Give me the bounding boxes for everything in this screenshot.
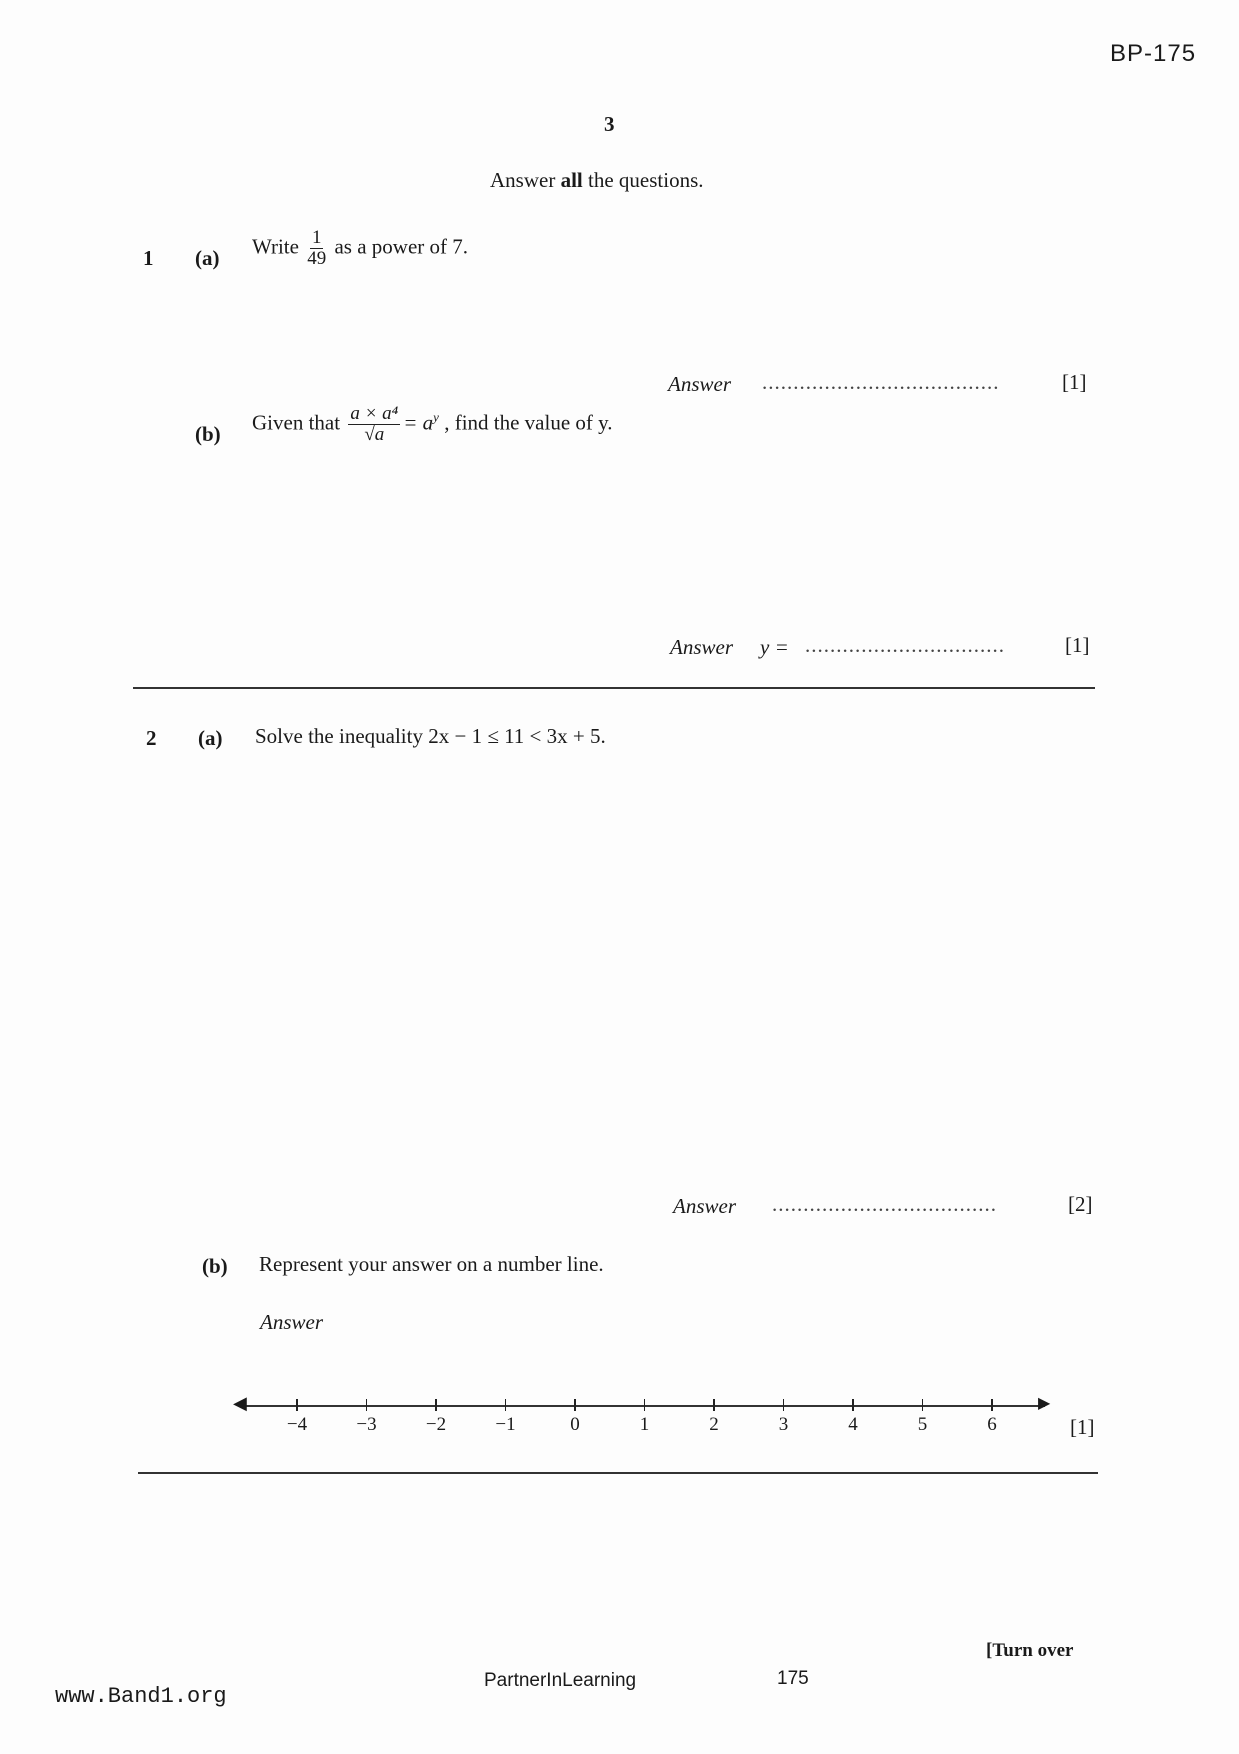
divider xyxy=(138,1472,1098,1474)
denominator: 49 xyxy=(307,247,327,269)
question-number: 2 xyxy=(146,726,157,750)
answer-variable: y = xyxy=(760,635,789,659)
site-watermark: www.Band1.org xyxy=(55,1684,227,1709)
question-text: Represent your answer on a number line. xyxy=(259,1252,604,1276)
number-line-tick xyxy=(991,1399,993,1411)
fraction xyxy=(348,404,400,445)
number-line-tick-label: 5 xyxy=(917,1414,928,1435)
number-line-tick xyxy=(713,1399,715,1411)
number-line-tick xyxy=(922,1399,924,1411)
question-text xyxy=(252,228,468,269)
answer-field[interactable]: ...................................... xyxy=(762,370,1000,394)
marks: [2] xyxy=(1068,1192,1093,1216)
marks: [1] xyxy=(1070,1415,1095,1439)
text: as a power of 7. xyxy=(334,234,469,259)
question-number: 1 xyxy=(143,246,154,270)
answer-label: Answer xyxy=(668,372,731,396)
instruction-text: Answer xyxy=(490,168,561,192)
number-line-tick xyxy=(366,1399,368,1411)
arrow-left-icon: ◀ xyxy=(233,1393,247,1413)
text: Write xyxy=(252,234,299,259)
arrow-right-icon: ▶ xyxy=(1038,1395,1051,1412)
number-line-tick xyxy=(505,1399,507,1411)
number-line-tick xyxy=(435,1399,437,1411)
number-line-axis xyxy=(240,1405,1045,1407)
number-line-tick-label: −3 xyxy=(356,1414,377,1435)
number-line-tick-label: −2 xyxy=(425,1414,447,1435)
number-line-tick xyxy=(574,1399,576,1411)
number-line-tick-label: −1 xyxy=(495,1414,516,1435)
part-label: (a) xyxy=(195,246,220,270)
marks: [1] xyxy=(1065,633,1090,657)
answer-label: Answer xyxy=(260,1310,323,1334)
question-text xyxy=(252,404,613,445)
instruction-text-end: the questions. xyxy=(582,168,704,192)
number-line-tick-label: 2 xyxy=(709,1414,719,1435)
footer-page-number: 175 xyxy=(777,1668,809,1689)
numerator: 1 xyxy=(311,227,322,248)
number-line-tick xyxy=(783,1399,785,1411)
text: , find the value of y. xyxy=(444,410,613,435)
number-line-tick-label: 0 xyxy=(570,1414,580,1435)
page-number: 3 xyxy=(604,112,615,136)
equals: = a xyxy=(403,410,434,435)
divider xyxy=(133,687,1095,689)
publisher: PartnerInLearning xyxy=(484,1670,637,1691)
marks: [1] xyxy=(1062,370,1087,394)
text: Given that xyxy=(252,410,341,435)
answer-label: Answer xyxy=(670,635,733,659)
instructions xyxy=(490,168,704,193)
number-line-tick-label: 3 xyxy=(778,1414,789,1435)
number-line-tick-label: −4 xyxy=(286,1414,308,1435)
number-line-tick xyxy=(644,1399,646,1411)
question-text: Solve the inequality 2x − 1 ≤ 11 < 3x + 5. xyxy=(255,724,606,748)
answer-field[interactable]: .................................... xyxy=(772,1192,997,1216)
number-line-tick-label: 4 xyxy=(848,1414,858,1435)
part-label: (b) xyxy=(195,422,221,446)
instruction-bold: all xyxy=(560,168,583,192)
number-line-tick-label: 1 xyxy=(639,1414,650,1435)
number-line-tick xyxy=(296,1399,298,1411)
numerator: a × a⁴ xyxy=(350,403,399,424)
number-line-tick xyxy=(852,1399,854,1411)
fraction xyxy=(307,228,326,269)
turn-over: [Turn over xyxy=(986,1640,1074,1661)
answer-label: Answer xyxy=(673,1194,736,1218)
part-label: (a) xyxy=(198,726,223,750)
part-label: (b) xyxy=(202,1254,228,1278)
answer-field[interactable]: ................................ xyxy=(805,633,1005,657)
denominator: √a xyxy=(364,423,385,445)
exponent: y xyxy=(433,409,439,425)
paper-code: BP-175 xyxy=(1110,40,1197,67)
number-line-tick-label: 6 xyxy=(987,1414,997,1435)
